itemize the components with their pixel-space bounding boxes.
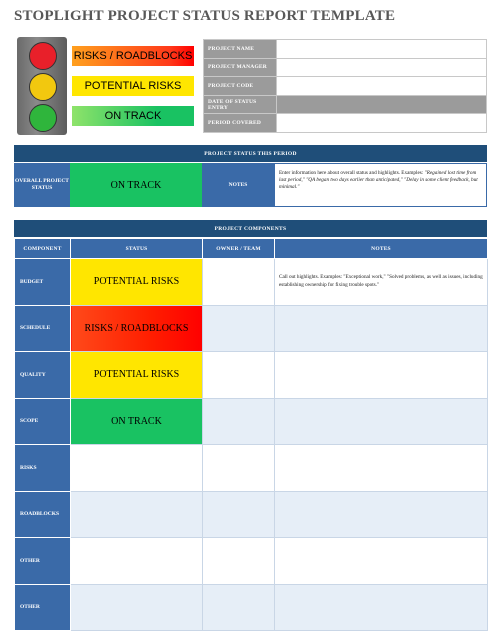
overall-status-value[interactable]: ON TRACK	[70, 163, 202, 207]
owner-cell[interactable]	[203, 584, 275, 631]
component-label: SCOPE	[15, 398, 71, 445]
column-header-component: COMPONENT	[15, 239, 71, 259]
status-notes-examples: "Regained lost time from last period," "QA began two days earlier than anticipated," "Delay in some client feedback, but minimal."	[279, 170, 478, 191]
table-row	[15, 305, 488, 352]
owner-cell[interactable]	[203, 352, 275, 399]
notes-cell[interactable]	[275, 491, 488, 538]
status-cell[interactable]	[71, 491, 203, 538]
component-label: RISKS	[15, 445, 71, 492]
page-title: STOPLIGHT PROJECT STATUS REPORT TEMPLATE	[14, 8, 396, 24]
notes-cell[interactable]	[275, 352, 488, 399]
owner-cell[interactable]	[203, 538, 275, 585]
component-label: ROADBLOCKS	[15, 491, 71, 538]
red-lamp-icon	[29, 42, 57, 70]
owner-cell[interactable]	[203, 445, 275, 492]
yellow-lamp-icon	[29, 73, 57, 101]
legend-risks: RISKS / ROADBLOCKS	[72, 46, 194, 66]
notes-cell-text: Call out highlights. Examples: "Exceptional work," "Solved problems, as well as issues, including establishing ownership for fixing trouble spots."	[279, 274, 483, 288]
status-cell[interactable]	[71, 445, 203, 492]
table-row	[15, 445, 488, 492]
component-label: SCHEDULE	[15, 305, 71, 352]
period-covered-label: PERIOD COVERED	[204, 114, 277, 133]
notes-cell[interactable]	[275, 584, 488, 631]
project-code-field[interactable]	[277, 77, 487, 96]
status-cell[interactable]	[71, 538, 203, 585]
table-row	[15, 352, 488, 399]
status-notes-plain: Enter information here about overall status and highlights. Examples:	[279, 170, 424, 176]
project-name-label: PROJECT NAME	[204, 40, 277, 59]
components-header: PROJECT COMPONENTS	[14, 220, 487, 237]
project-name-field[interactable]	[277, 40, 487, 59]
project-manager-field[interactable]	[277, 58, 487, 77]
table-row	[15, 398, 488, 445]
component-label: OTHER	[15, 538, 71, 585]
overall-status-label: OVERALL PROJECT STATUS	[14, 163, 70, 207]
notes-cell[interactable]	[275, 445, 488, 492]
project-manager-label: PROJECT MANAGER	[204, 58, 277, 77]
notes-cell[interactable]	[275, 259, 488, 306]
status-notes[interactable]	[274, 163, 487, 207]
owner-cell[interactable]	[203, 398, 275, 445]
legend-potential-risks: POTENTIAL RISKS	[72, 76, 194, 96]
owner-cell[interactable]	[203, 259, 275, 306]
component-label: QUALITY	[15, 352, 71, 399]
project-code-label: PROJECT CODE	[204, 77, 277, 96]
green-lamp-icon	[29, 104, 57, 132]
notes-cell[interactable]	[275, 538, 488, 585]
status-cell[interactable]: RISKS / ROADBLOCKS	[71, 305, 203, 352]
status-cell[interactable]: ON TRACK	[71, 398, 203, 445]
status-period-header: PROJECT STATUS THIS PERIOD	[14, 145, 487, 162]
traffic-light-icon	[17, 37, 67, 135]
status-cell[interactable]: POTENTIAL RISKS	[71, 259, 203, 306]
notes-cell[interactable]	[275, 398, 488, 445]
column-header-owner: OWNER / TEAM	[203, 239, 275, 259]
component-label: BUDGET	[15, 259, 71, 306]
owner-cell[interactable]	[203, 491, 275, 538]
period-covered-field[interactable]	[277, 114, 487, 133]
status-cell[interactable]	[71, 584, 203, 631]
legend-on-track: ON TRACK	[72, 106, 194, 126]
notes-label: NOTES	[202, 163, 274, 207]
table-row	[15, 259, 488, 306]
status-entry-date-label: DATE OF STATUS ENTRY	[204, 95, 277, 114]
components-table	[14, 238, 488, 631]
project-info-table	[203, 39, 487, 133]
column-header-status: STATUS	[71, 239, 203, 259]
status-entry-date-field[interactable]	[277, 95, 487, 114]
status-cell[interactable]: POTENTIAL RISKS	[71, 352, 203, 399]
column-header-notes: NOTES	[275, 239, 488, 259]
components-header-row	[15, 239, 488, 259]
owner-cell[interactable]	[203, 305, 275, 352]
table-row	[15, 538, 488, 585]
status-period-row	[14, 163, 487, 207]
table-row	[15, 584, 488, 631]
table-row	[15, 491, 488, 538]
notes-cell[interactable]	[275, 305, 488, 352]
component-label: OTHER	[15, 584, 71, 631]
